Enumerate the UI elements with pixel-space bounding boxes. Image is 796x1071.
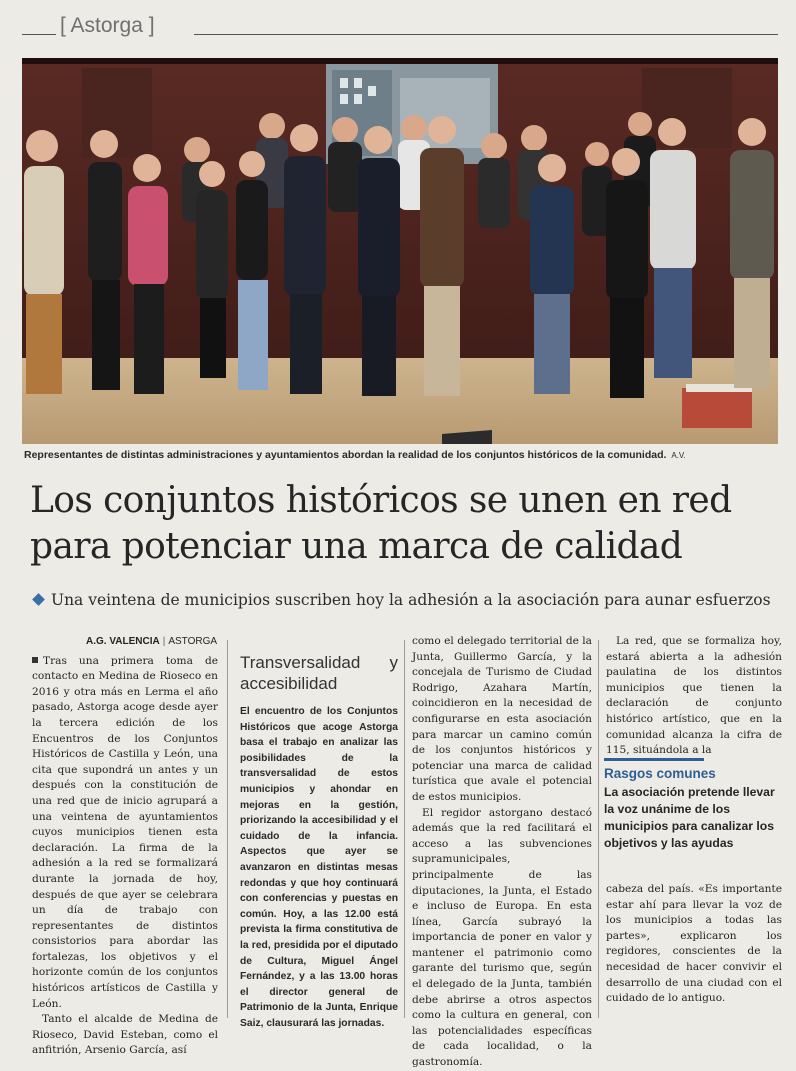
- paragraph: Tanto el alcalde de Medina de Rioseco, David Esteban, como el anfitrión, Arsenio García, así: [32, 1013, 218, 1057]
- column-divider: [598, 640, 599, 1018]
- photo-caption: [24, 449, 784, 461]
- sidebar-title: Transversalidad y accesibilidad: [240, 653, 398, 693]
- headline-line-2: para potenciar una marca de calidad: [30, 526, 683, 567]
- sidebar-body: El encuentro de los Conjuntos Históricos que acoge Astorga basa el trabajo en analizar las posibilidades de la transversalidad de estos municipios y ahondar en mejoras en la gestión, priorizando la accesibilidad y el cuidado de la infancia. Aspectos que ayer se avanzaron en distintas mesas redondas y que hoy continuará con conferencias y puestas en común. Hoy, a las 12.00 está prevista la firma constitutiva de la red, presidida por el diputado de Cultura, Miguel Ángel Fernández, y a las 13.00 horas el director general de Patrimonio de la Junta, Enrique Saiz, clausurará las jornadas.: [240, 706, 398, 1029]
- pull-quote-bar: [604, 758, 704, 761]
- byline-place: ASTORGA: [168, 636, 218, 647]
- headline: [30, 478, 780, 570]
- caption-text: Representantes de distintas administraciones y ayuntamientos abordan la realidad de los conjuntos históricos de la comunidad.: [24, 449, 667, 461]
- article-column-4-top: [606, 634, 782, 759]
- group-photo-illustration: [22, 58, 778, 444]
- paragraph: Tras una primera toma de contacto en Medina de Rioseco en 2016 y otra más en Lerma el año pasado, Astorga acoge desde ayer la tercera edición de los Encuentros de los Conjuntos Históricos de Castilla y León, una cita que supondrá un antes y un después con la constitución de una red que de inicio agrupará a una veintena de ayuntamientos cuyos municipios tienen esta declaración. La firma de la adhesión a la red se formalizará durante la jornada de hoy, después de que ayer se celebrara un día de trabajo con representantes de distintos consistorios para abordar las fortalezas, los objetivos y el horizonte común de los conjuntos históricos artísticos de Castilla y León.: [32, 654, 218, 1010]
- group-photo: [22, 58, 778, 444]
- photo-credit: A.V.: [671, 451, 686, 460]
- byline: A.G. VALENCIA | ASTORGA: [86, 636, 218, 647]
- article-column-1: [32, 634, 218, 1059]
- section-rule-right: [194, 34, 778, 35]
- diamond-bullet-icon: [32, 593, 45, 606]
- pull-quote-body: La asociación pretende llevar la voz unánime de los municipios para canalizar los objetivos y las ayudas: [604, 785, 775, 850]
- subheadline-text: Una veintena de municipios suscriben hoy la adhesión a la asociación para aunar esfuerzos: [51, 591, 771, 609]
- subheadline: [32, 591, 782, 609]
- section-rule-left: [22, 34, 56, 35]
- paragraph: La red, que se formaliza hoy, estará abierta a la adhesión paulatina de los distintos municipios que tienen la declaración de conjunto histórico artístico, que en la comunidad alcanza la cifra de 115, situándola a la: [606, 635, 782, 757]
- paragraph: El regidor astorgano destacó además que la red facilitará el acceso a las subvenciones supramunicipales, principalmente de las diputaciones, la Junta, el Estado e incluso de Europa. En esta línea, García subrayó la importancia de poner en valor y mantener el patrimonio como garante del turismo que, según el delegado de la Junta, también debe abrirse a otros aspectos como la cultura en general, con las potencialidades específicas de cada localidad, o la gastronomía.: [412, 806, 592, 1069]
- pull-quote: [604, 758, 782, 852]
- article-column-3: [412, 634, 592, 1071]
- square-bullet-icon: [32, 657, 38, 663]
- section-header: [22, 14, 778, 46]
- paragraph: cabeza del país. «Es importante estar ahí para llevar la voz de los municipios a todas las partes», explicaron los regidores, conscientes de la necesidad de hacer convivir el desarrollo de una ciudad con el cuidado de lo antiguo.: [606, 883, 782, 1005]
- sidebar-box: [234, 634, 398, 1031]
- column-divider: [404, 640, 405, 1018]
- paragraph: como el delegado territorial de la Junta, Guillermo García, y la concejala de Turismo de Ciudad Rodrigo, Azahara Martín, coincidieron en la necesidad de configurarse en esta asociación para marcar un camino común de los conjuntos históricos y potenciar una marca de calidad turística que avale el potencial de estos municipios.: [412, 635, 592, 803]
- section-label: [ Astorga ]: [60, 14, 155, 37]
- article-column-4-bottom: [606, 882, 782, 1007]
- pull-quote-title: Rasgos comunes: [604, 766, 716, 781]
- headline-line-1: Los conjuntos históricos se unen en red: [30, 480, 732, 521]
- column-divider: [227, 640, 228, 1018]
- byline-author: A.G. VALENCIA: [86, 636, 160, 647]
